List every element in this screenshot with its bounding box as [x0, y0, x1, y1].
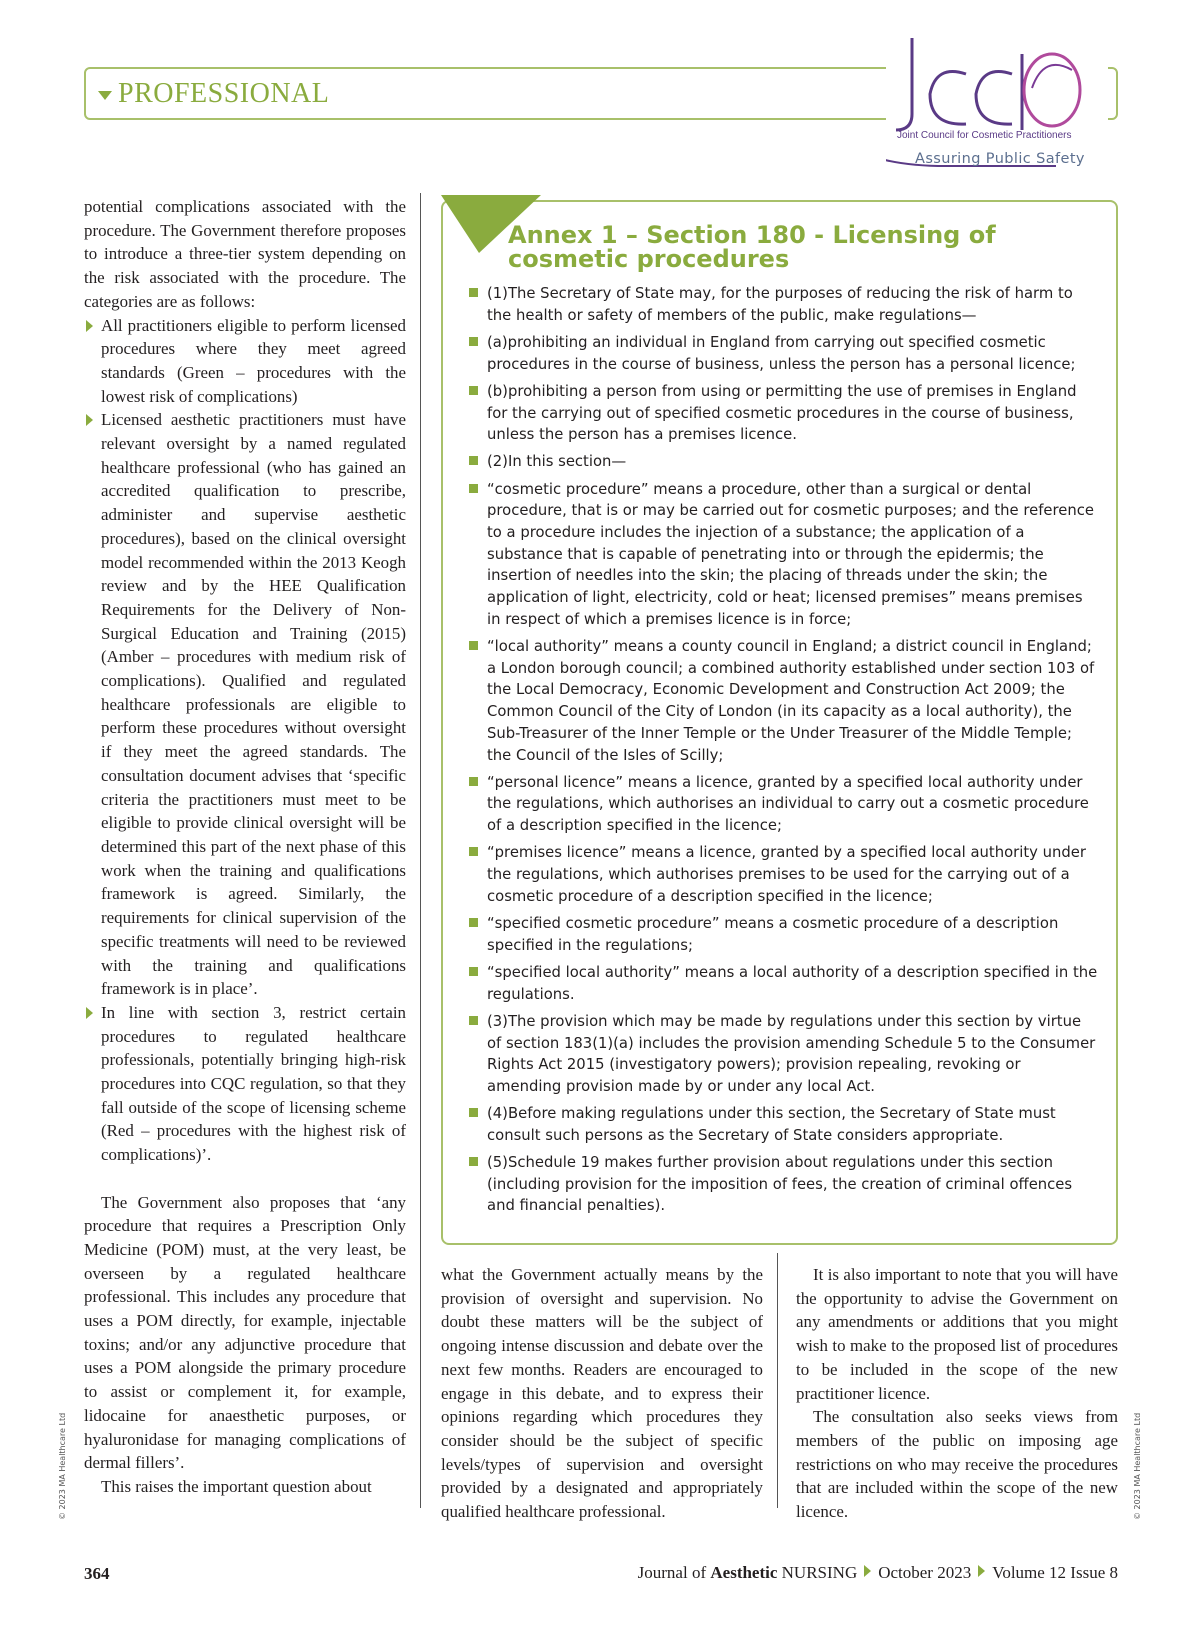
logo-full-name: Joint Council for Cosmetic Practitioners	[897, 130, 1072, 141]
pom-paragraph: The Government also proposes that ‘any procedure that requires a Prescription Only Medicine (POM) must, at the very least, be overseen by a regulated healthcare professional. This includes any procedure that uses a POM directly, for example, injectable toxins; and/or any adjunctive procedure that uses a POM alongside the primary procedure to assist or complement it, for example, lidocaine for anaesthetic purposes, or hyaluronidase for managing complications of dermal fillers’.	[84, 1192, 406, 1473]
triangle-bullet-icon	[86, 320, 93, 332]
annex-item-text: (4)Before making regulations under this section, the Secretary of State must consult such persons as the Secretary of State considers appropriate.	[487, 1105, 1056, 1144]
square-bullet-icon	[469, 1108, 478, 1117]
left-column	[84, 195, 406, 1499]
annex-item	[468, 479, 1098, 631]
intro-paragraph: potential complications associated with the procedure. The Government therefore proposes to introduce a three-tier system depending on the risk associated with the procedure. The categories are as follows:	[84, 197, 406, 311]
journal-prefix: Journal of	[637, 1563, 711, 1582]
annex-item-text: (a)prohibiting an individual in England from carrying out specified cosmetic procedures in the course of business, unless the person has a personal licence;	[487, 333, 1076, 373]
annex-item	[468, 1103, 1098, 1146]
annex-item	[468, 1011, 1098, 1098]
annex-item-text: (b)prohibiting a person from using or permitting the use of premises in England for the carrying out of specified cosmetic procedures in the course of business, unless the person has a premises licence.	[487, 382, 1077, 444]
annex-item-text: (1)The Secretary of State may, for the purposes of reducing the risk of harm to the health or safety of members of the public, make regulations—	[487, 285, 1073, 324]
triangle-bullet-icon	[86, 1007, 93, 1019]
triangle-separator-icon	[978, 1565, 985, 1577]
list-item-text: All practitioners eligible to perform licensed procedures where they meet agreed standards (Green – procedures with the lowest risk of complications)	[101, 315, 406, 406]
annex-item	[468, 451, 1098, 473]
journal-suffix: NURSING	[777, 1563, 858, 1582]
page-number: 364	[84, 1564, 110, 1583]
journal-bold: Aesthetic	[710, 1563, 778, 1582]
annex-item-text: “cosmetic procedure” means a procedure, other than a surgical or dental procedure, that is or may be carried out for cosmetic purposes; and the reference to a procedure includes the injection of a substance; the application of a substance that is capable of penetrating into or through the epidermis; the insertion of needles into the skin; the placing of threads under the skin; the application of light, electricity, cold or heat; licensed premises” means premises in respect of which a premises licence is in force;	[487, 480, 1095, 628]
question-paragraph: This raises the important question about	[101, 1476, 372, 1496]
annex-item	[468, 772, 1098, 837]
tier-list	[84, 314, 406, 1167]
list-item-text: Licensed aesthetic practitioners must have relevant oversight by a named regulated healthcare professional (who has gained an accredited qualification to prescribe, administer and supervise aesthetic procedures), based on the clinical oversight model recommended within the 2013 Keogh review and by the HEE Qualification Requirements for the Delivery of Non-Surgical Education and Training (2015) (Amber – procedures with medium risk of complications). Qualified and regulated healthcare professionals are eligible to perform these procedures without oversight if they meet the agreed standards. The consultation document advises that ‘specific criteria the practitioners must meet to be eligible to provide clinical oversight will be determined this part of the next phase of this work when the training and qualifications framework is agreed. Similarly, the requirements for clinical supervision of the specific treatments will need to be reviewed with the training and qualifications framework is in place’.	[101, 410, 406, 999]
square-bullet-icon	[469, 777, 478, 786]
square-bullet-icon	[469, 1016, 478, 1025]
square-bullet-icon	[469, 1157, 478, 1166]
oversight-paragraph: what the Government actually means by the provision of oversight and supervision. No doubt these matters will be the subject of ongoing intense discussion and debate over the next few months. Readers are encouraged to engage in this debate, and to express their opinions regarding which procedures they consider should be the subject of specific levels/types of supervision and oversight provided by a designated and appropriately qualified healthcare professional.	[441, 1265, 763, 1522]
annex-item	[468, 636, 1098, 766]
annex-item	[468, 332, 1098, 375]
annex-item	[468, 381, 1098, 446]
square-bullet-icon	[469, 847, 478, 856]
list-item	[84, 314, 406, 409]
square-bullet-icon	[469, 967, 478, 976]
square-bullet-icon	[469, 918, 478, 927]
annex-item	[468, 1152, 1098, 1217]
issue-date: October 2023	[878, 1563, 972, 1582]
annex-item	[468, 962, 1098, 1005]
triangle-separator-icon	[864, 1565, 871, 1577]
triangle-down-icon	[98, 91, 112, 100]
list-item	[84, 1001, 406, 1167]
side-copyright: © 2023 MA Healthcare Ltd	[1133, 1412, 1142, 1520]
annex-item-text: (2)In this section—	[487, 453, 627, 471]
annex-item	[468, 842, 1098, 907]
annex-item	[468, 283, 1098, 326]
square-bullet-icon	[469, 337, 478, 346]
annex-item-text: (5)Schedule 19 makes further provision about regulations under this section (including provision for the imposition of fees, the creation of criminal offences and financial penalties).	[487, 1154, 1073, 1215]
age-restriction-paragraph: The consultation also seeks views from members of the public on imposing age restrictions on who may receive the procedures that are included within the scope of the new licence.	[796, 1407, 1118, 1522]
square-bullet-icon	[469, 456, 478, 465]
column-divider	[420, 193, 421, 1508]
list-item-text: In line with section 3, restrict certain procedures to regulated healthcare professionals, potentially bringing high-risk procedures into CQC regulation, so that they fall outside of the scope of licensing scheme (Red – procedures with the highest risk of complications)’.	[101, 1002, 406, 1165]
column-divider	[777, 1253, 778, 1508]
journal-info	[638, 1563, 1118, 1583]
square-bullet-icon	[469, 288, 478, 297]
right-column	[796, 1263, 1118, 1524]
middle-column	[441, 1263, 763, 1524]
annex-item-text: “specified cosmetic procedure” means a cosmetic procedure of a description specified in the regulations;	[487, 914, 1059, 954]
logo-tagline: Assuring Public Safety	[915, 151, 1085, 167]
consultation-paragraph: It is also important to note that you will have the opportunity to advise the Government on any amendments or additions that you might wish to make to the proposed list of procedures to be included in the scope of the new practitioner licence.	[796, 1265, 1118, 1403]
annex-item-text: “local authority” means a county council in England; a district council in England; a London borough council; a combined authority established under section 103 of the Local Democracy, Economic Development and Construction Act 2009; the Common Council of the City of London (in its capacity as a local authority), the Sub-Treasurer of the Inner Temple or the Under Treasurer of the Middle Temple; the Council of the Isles of Scilly;	[487, 638, 1095, 764]
annex-title: Annex 1 – Section 180 - Licensing of cosmetic procedures	[508, 221, 996, 273]
square-bullet-icon	[469, 386, 478, 395]
annex-list	[468, 283, 1098, 1223]
triangle-bullet-icon	[86, 414, 93, 426]
volume-issue: Volume 12 Issue 8	[992, 1563, 1118, 1582]
section-label: PROFESSIONAL	[118, 78, 330, 109]
square-bullet-icon	[469, 484, 478, 493]
annex-item-text: “premises licence” means a licence, granted by a specified local authority under the regulations, which authorises premises to be used for the carrying out of a cosmetic procedure of a description specified in the licence;	[487, 844, 1086, 905]
annex-item-text: (3)The provision which may be made by regulations under this section by virtue of section 183(1)(a) includes the provision amending Schedule 5 to the Consumer Rights Act 2015 (investigatory powers); provision repealing, revoking or amending provision made by or under any local Act.	[487, 1012, 1096, 1095]
annex-item-text: “specified local authority” means a local authority of a description specified in the regulations.	[487, 963, 1098, 1003]
square-bullet-icon	[469, 641, 478, 650]
annex-item-text: “personal licence” means a licence, granted by a specified local authority under the regulations, which authorises an individual to carry out a cosmetic procedure of a description specified in the licence;	[487, 773, 1089, 835]
annex-item	[468, 913, 1098, 956]
list-item	[84, 408, 406, 1001]
side-copyright: © 2023 MA Healthcare Ltd	[58, 1412, 67, 1520]
